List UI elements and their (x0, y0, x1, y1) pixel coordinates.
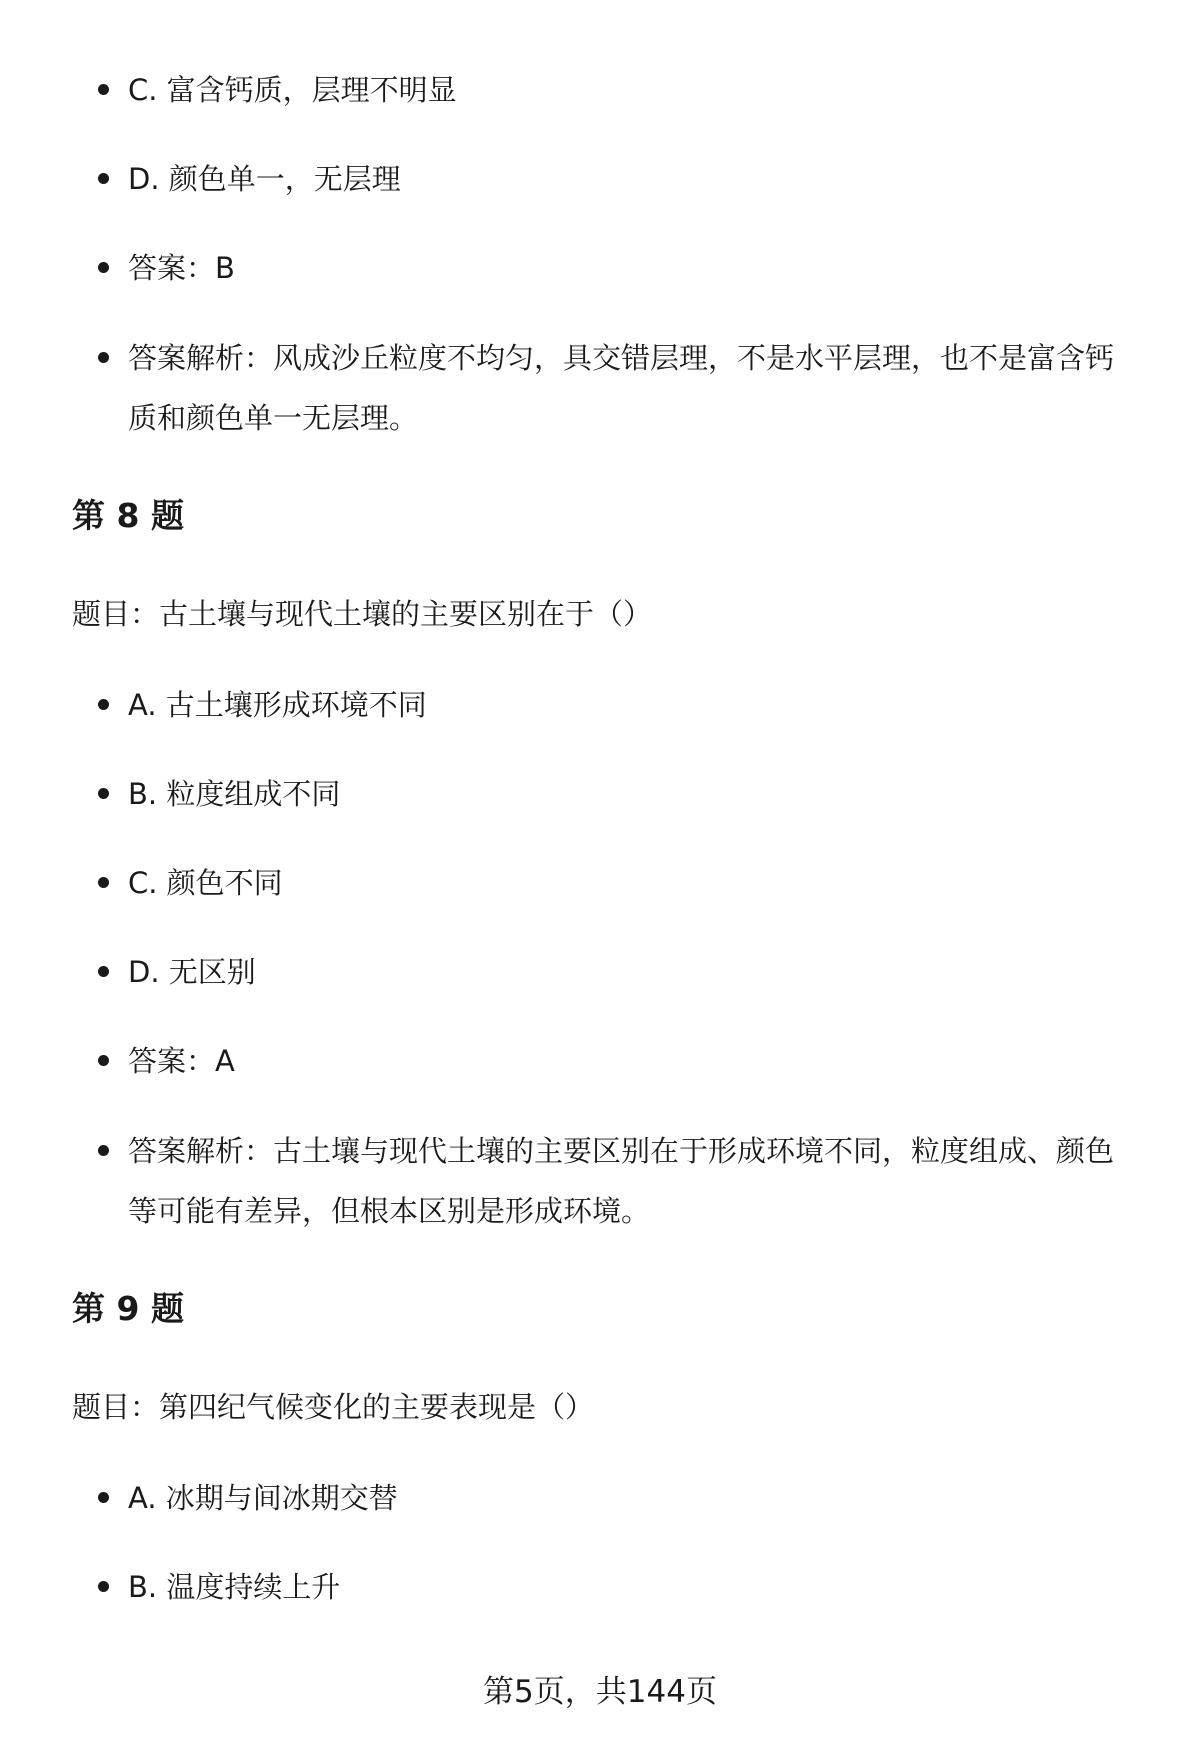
bullet (98, 262, 109, 273)
answer: 答案：A (128, 1044, 235, 1078)
bullet (98, 173, 109, 184)
option-c: C. 富含钙质，层理不明显 (128, 73, 457, 107)
bullet (98, 84, 109, 95)
option-a: A. 冰期与间冰期交替 (128, 1481, 398, 1515)
answer-analysis: 答案解析：风成沙丘粒度不均匀，具交错层理，不是水平层理，也不是富含钙质和颜色单一无层理。 (128, 341, 1115, 435)
bullet (98, 1492, 109, 1503)
option-a: A. 古土壤形成环境不同 (128, 688, 427, 722)
bullet (98, 877, 109, 888)
question-stem: 题目：第四纪气候变化的主要表现是（） (72, 1390, 595, 1424)
bullet (98, 1581, 109, 1592)
option-b: B. 温度持续上升 (128, 1570, 341, 1604)
bullet (98, 1055, 109, 1066)
question-heading: 第 9 题 (72, 1289, 184, 1328)
bullet (98, 352, 109, 363)
question-heading: 第 8 题 (72, 496, 184, 535)
option-d: D. 颜色单一，无层理 (128, 162, 401, 196)
bullet (98, 699, 109, 710)
answer: 答案：B (128, 251, 235, 285)
answer-analysis: 答案解析：古土壤与现代土壤的主要区别在于形成环境不同，粒度组成、颜色等可能有差异，但根本区别是形成环境。 (128, 1134, 1115, 1228)
bullet (98, 1145, 109, 1156)
page-number: 第5页，共144页 (483, 1674, 717, 1710)
option-d: D. 无区别 (128, 955, 256, 989)
bullet (98, 966, 109, 977)
bullet (98, 788, 109, 799)
option-b: B. 粒度组成不同 (128, 777, 341, 811)
question-stem: 题目：古土壤与现代土壤的主要区别在于（） (72, 597, 653, 631)
option-c: C. 颜色不同 (128, 866, 283, 900)
